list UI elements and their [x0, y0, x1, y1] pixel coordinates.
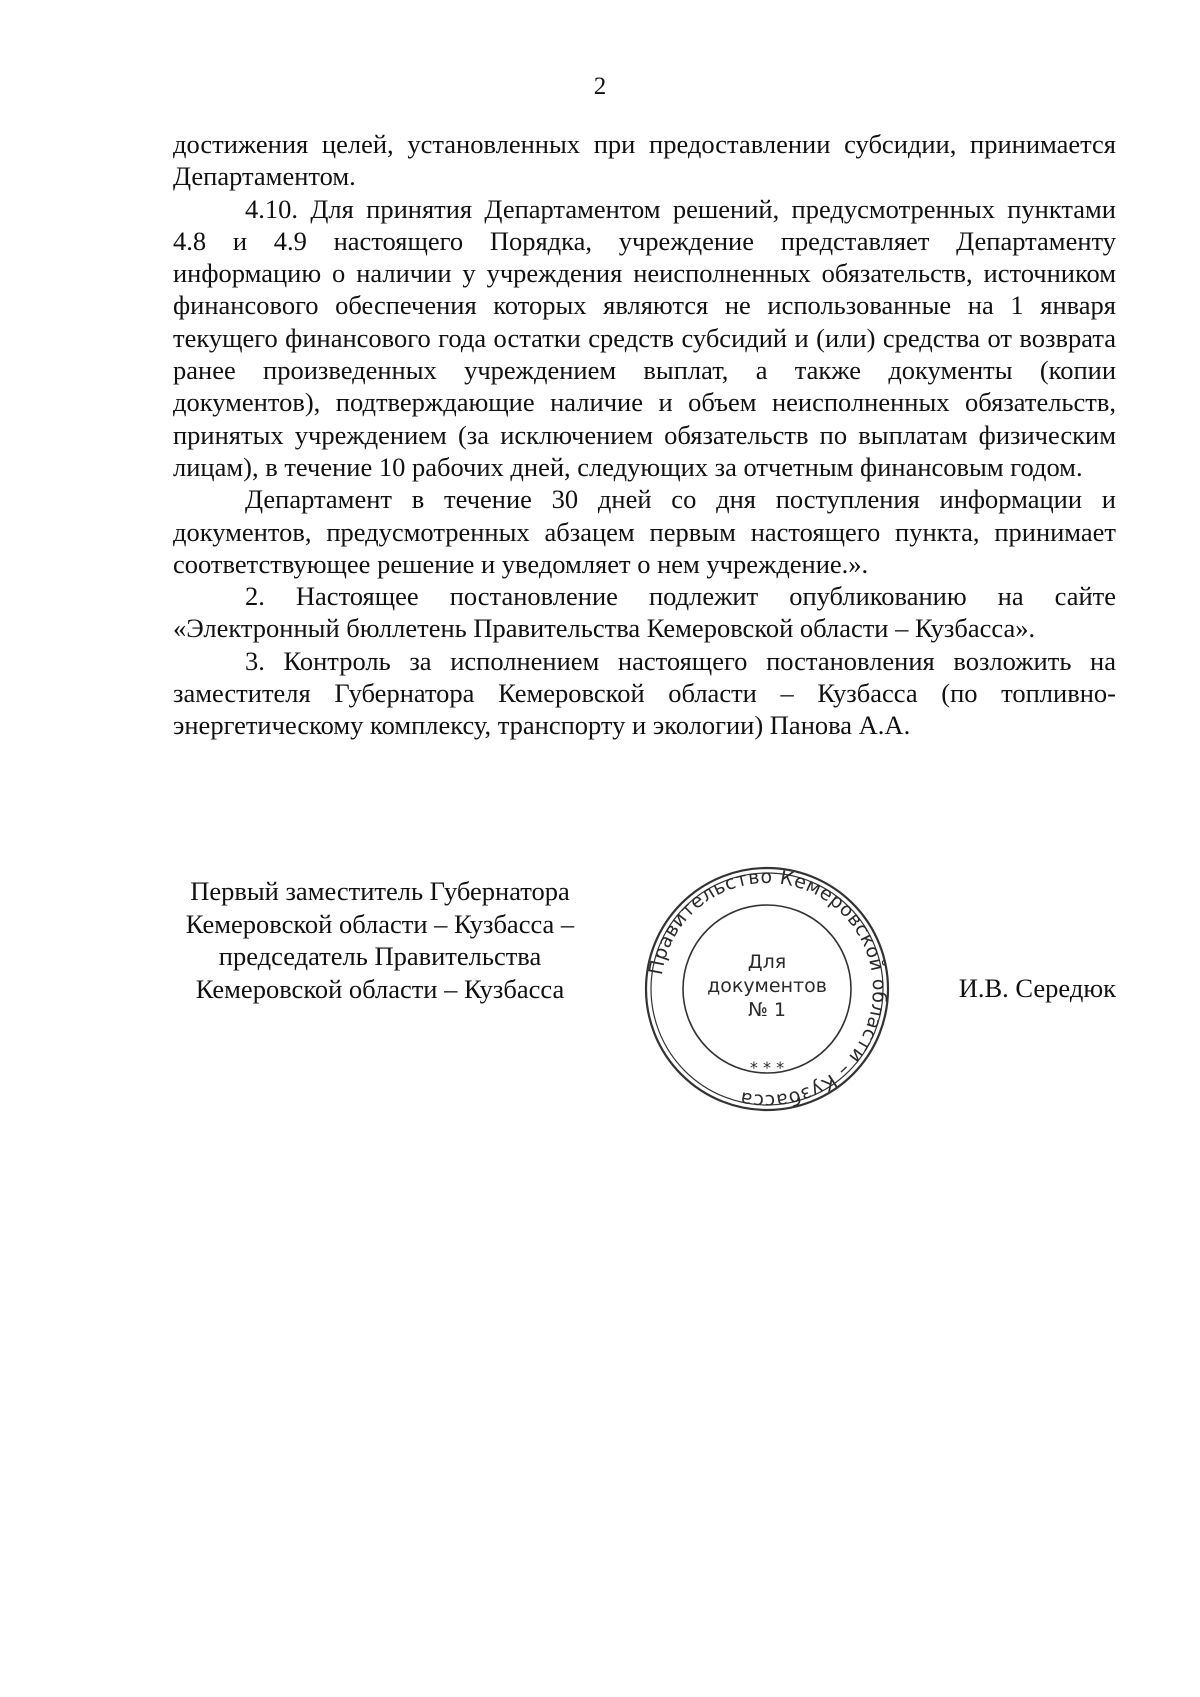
page-number: 2: [593, 73, 607, 100]
paragraph: Департамент в течение 30 дней со дня поступления информации и документов, предусмотренных абзацем первым настоящего пункта, принимает соответствующее решение и уведомляет о нем учреждение.».: [173, 484, 1116, 579]
signer-name: И.В. Середюк: [958, 973, 1116, 1003]
stamp-center-line: № 1: [748, 999, 786, 1021]
paragraph: 3. Контроль за исполнением настоящего постановления возложить на заместителя Губернатора Кемеровской области – Кузбасса (по топливно-энергетическому комплексу, транспорту и экологии) Панова А.А.: [173, 645, 1116, 741]
official-stamp: [644, 866, 890, 1112]
signer-title-line: Кемеровской области – Кузбасса –: [185, 908, 575, 939]
signer-title-line: Первый заместитель Губернатора: [190, 876, 570, 906]
paragraph: достижения целей, установленных при предоставлении субсидии, принимается Департаментом.: [173, 129, 1116, 192]
paragraph: 2. Настоящее постановление подлежит опубликованию на сайте «Электронный бюллетень Правительства Кемеровской области – Кузбасса».: [173, 581, 1116, 644]
document-body: [173, 128, 1116, 742]
stamp-seal-icon: [644, 866, 890, 1112]
stamp-stars: * * *: [749, 1058, 785, 1077]
signer-title-line: председатель Правительства: [218, 941, 542, 971]
signature-block: [160, 875, 600, 1005]
paragraph: 4.10. Для принятия Департаментом решений, предусмотренных пунктами 4.8 и 4.9 настоящего Порядка, учреждение представляет Департаменту информацию о наличии у учреждения неисполненных обязательств, источником финансового обеспечения которых являются не использованные на 1 января текущего финансового года остатки средств субсидий и (или) средства от возврата ранее произведенных учреждением выплат, а также документы (копии документов), подтверждающие наличие и объем неисполненных обязательств, принятых учреждением (за исключением обязательств по выплатам физическим лицам), в течение 10 рабочих дней, следующих за отчетным финансовым годом.: [173, 193, 1116, 482]
stamp-ring-text: Правительство Кемеровской области – Кузбасса: [644, 866, 890, 1112]
stamp-center-line: Для: [747, 951, 787, 973]
stamp-center-line: документов: [707, 975, 827, 997]
signer-title-line: Кемеровской области – Кузбасса: [195, 973, 565, 1004]
